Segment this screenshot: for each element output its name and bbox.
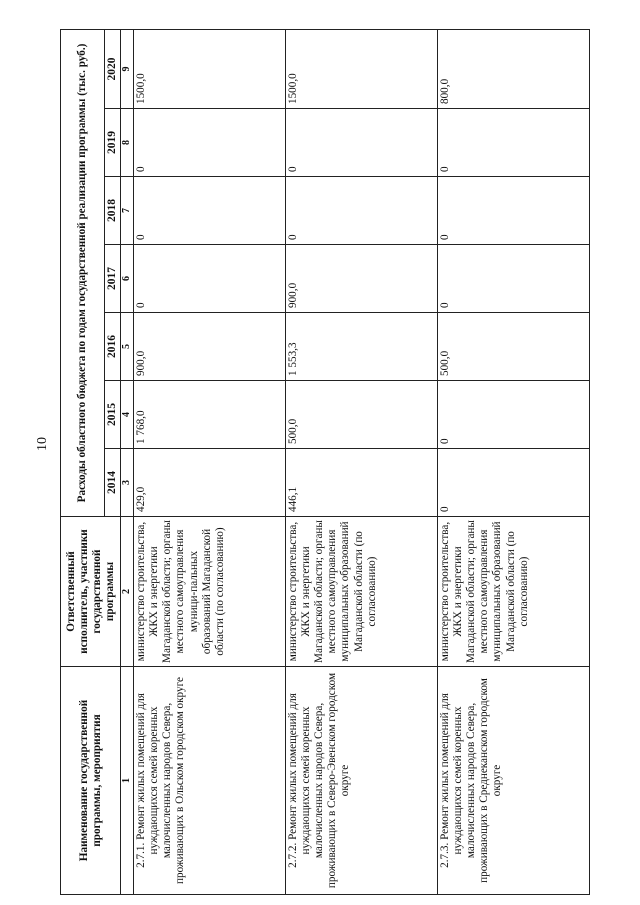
column-number: 1	[121, 667, 134, 895]
column-number: 9	[121, 29, 134, 108]
header-year: 2014	[105, 449, 121, 517]
header-year: 2020	[105, 29, 121, 108]
row-value: 1 553,3	[286, 313, 438, 381]
page-number: 10	[35, 437, 50, 451]
row-executor: министерство строительства, ЖКХ и энергетики Магаданской области; органы местного самоуправления муниципальных образований Магаданской области (по согласованию)	[438, 517, 590, 667]
table-row	[286, 29, 438, 894]
header-year: 2015	[105, 381, 121, 449]
header-year: 2017	[105, 245, 121, 313]
row-value: 429,0	[134, 449, 286, 517]
column-number: 2	[121, 517, 134, 667]
row-name: 2.7.2. Ремонт жилых помещений для нуждающихся семей коренных малочисленных народов Севера, проживающих в Северо-Эвенском городском округе	[286, 667, 438, 895]
column-number: 8	[121, 109, 134, 177]
row-value: 0	[438, 177, 590, 245]
header-year: 2018	[105, 177, 121, 245]
table-row	[134, 29, 286, 894]
column-number: 3	[121, 449, 134, 517]
row-value: 0	[134, 109, 286, 177]
budget-table	[60, 29, 590, 895]
column-number: 6	[121, 245, 134, 313]
header-expenses: Расходы областного бюджета по годам государственной реализации программы (тыс. руб.)	[61, 29, 105, 516]
row-executor: министерство строительства, ЖКХ и энергетики Магаданской области; органы местного самоуправления муници-пальных образований Магаданской области (по согласованию)	[134, 517, 286, 667]
row-name: 2.7.1. Ремонт жилых помещений для нуждающихся семей коренных малочисленных народов Севера, проживающих в Ольском городском округе	[134, 667, 286, 895]
row-value: 500,0	[286, 381, 438, 449]
row-value: 900,0	[286, 245, 438, 313]
header-name: Наименование государственной программы, мероприятия	[61, 667, 121, 895]
row-value: 0	[286, 177, 438, 245]
row-value: 0	[134, 245, 286, 313]
row-value: 0	[438, 449, 590, 517]
row-executor: министерство строительства, ЖКХ и энергетики Магаданской области; органы местного самоуправления муниципальных образований Магаданской области (по согласованию)	[286, 517, 438, 667]
column-number: 5	[121, 313, 134, 381]
row-name: 2.7.3. Ремонт жилых помещений для нуждающихся семей коренных малочисленных народов Севера, проживающих в Среднеканском городском округе	[438, 667, 590, 895]
row-value: 0	[438, 381, 590, 449]
row-value: 800,0	[438, 29, 590, 108]
header-executor: Ответственный исполнитель, участники государственной программы	[61, 517, 121, 667]
row-value: 0	[438, 109, 590, 177]
column-number: 4	[121, 381, 134, 449]
row-value: 0	[286, 109, 438, 177]
row-value: 1500,0	[134, 29, 286, 108]
row-value: 0	[134, 177, 286, 245]
row-value: 1 768,0	[134, 381, 286, 449]
row-value: 900,0	[134, 313, 286, 381]
header-year: 2016	[105, 313, 121, 381]
column-number: 7	[121, 177, 134, 245]
table-row	[438, 29, 590, 894]
row-value: 446,1	[286, 449, 438, 517]
row-value: 500,0	[438, 313, 590, 381]
header-year: 2019	[105, 109, 121, 177]
rotated-table-container	[60, 30, 590, 895]
row-value: 1500,0	[286, 29, 438, 108]
row-value: 0	[438, 245, 590, 313]
